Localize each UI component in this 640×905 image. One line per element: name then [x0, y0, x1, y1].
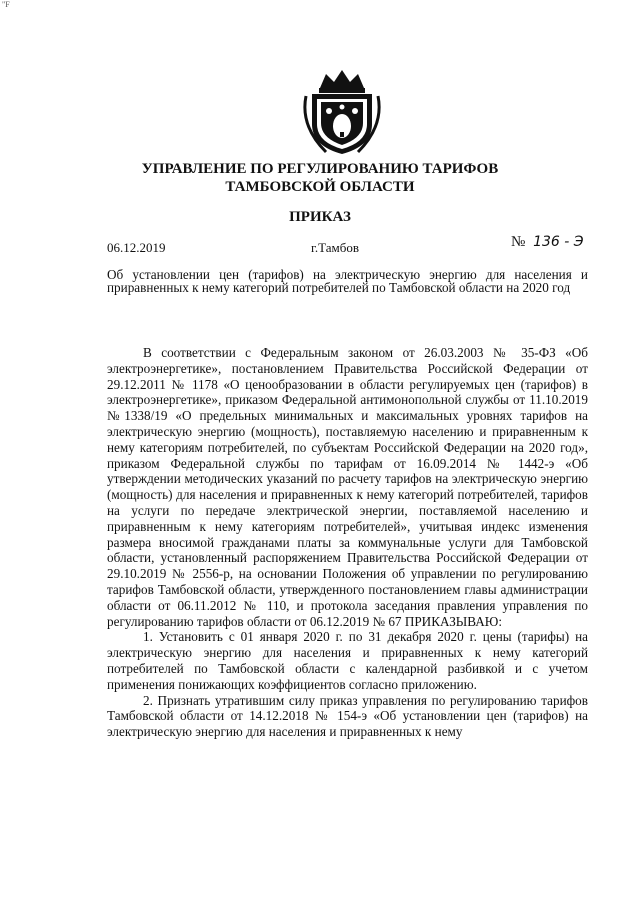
order-number — [511, 234, 584, 251]
clause-1-paragraph: 1. Установить с 01 января 2020 г. по 31 декабря 2020 г. цены (тарифы) на электрическую энергию для населения и приравненных к нему категорий потребителей по Тамбовской области с календарной разбивкой и с учетом применения понижающих коэффициентов согласно приложению. — [107, 629, 588, 692]
number-sign: № — [511, 234, 526, 250]
corner-mark: "F — [2, 0, 10, 9]
order-city: г.Тамбов — [311, 240, 359, 255]
coat-of-arms-emblem — [296, 66, 388, 156]
order-date: 06.12.2019 — [107, 240, 166, 255]
handwritten-order-number: 136 - Э — [533, 234, 584, 250]
agency-title-line-2: ТАМБОВСКОЙ ОБЛАСТИ — [225, 179, 415, 195]
preamble-paragraph: В соответствии с Федеральным законом от 26.03.2003 № 35-ФЗ «Об электроэнергетике», постановлением Правительства Российской Федерации от 29.12.2011 № 1178 «О ценообразовании в области регулируемых цен (тарифов) в электроэнергетике», приказом Федеральной антимонопольной службы от 11.10.2019 №1338/19 «О предельных минимальных и максимальных уровнях тарифов на электрическую энергию (мощность), поставляемую населению и приравненным к нему категориям потребителей, по субъектам Российской Федерации на 2020 год», приказом Федеральной службы по тарифам от 16.09.2014 № 1442-э «Об утверждении методических указаний по расчету тарифов на электрическую энергию (мощность) для населения и приравненных к нему категорий потребителей, тарифов на услуги по передаче электрической энергии, поставляемой населению и приравненным к нему категориям потребителей», учитывая индекс изменения размера вносимой гражданами платы за коммунальные услуги для Тамбовской области, установленный распоряжением Правительства Российской Федерации от 29.10.2019 № 2556-р, на основании Положения об управлении по регулированию тарифов Тамбовской области, утвержденного постановлением главы администрации области от 06.11.2012 № 110, и протокола заседания правления управления по регулированию тарифов области от 06.12.2019 № 67 ПРИКАЗЫВАЮ: — [107, 345, 588, 629]
agency-title-line-1: УПРАВЛЕНИЕ ПО РЕГУЛИРОВАНИЮ ТАРИФОВ — [141, 161, 499, 177]
document-type-title: ПРИКАЗ — [289, 209, 351, 225]
order-subject: Об установлении цен (тарифов) на электрическую энергию для населения и приравненных к нему категорий потребителей по Тамбовской области на 2020 год — [107, 267, 588, 295]
order-body — [107, 345, 588, 740]
clause-2-paragraph: 2. Признать утратившим силу приказ управления по регулированию тарифов Тамбовской области от 14.12.2018 № 154-э «Об установлении цен (тарифов) на электрическую энергию для населения и приравненных к нему — [107, 692, 588, 740]
